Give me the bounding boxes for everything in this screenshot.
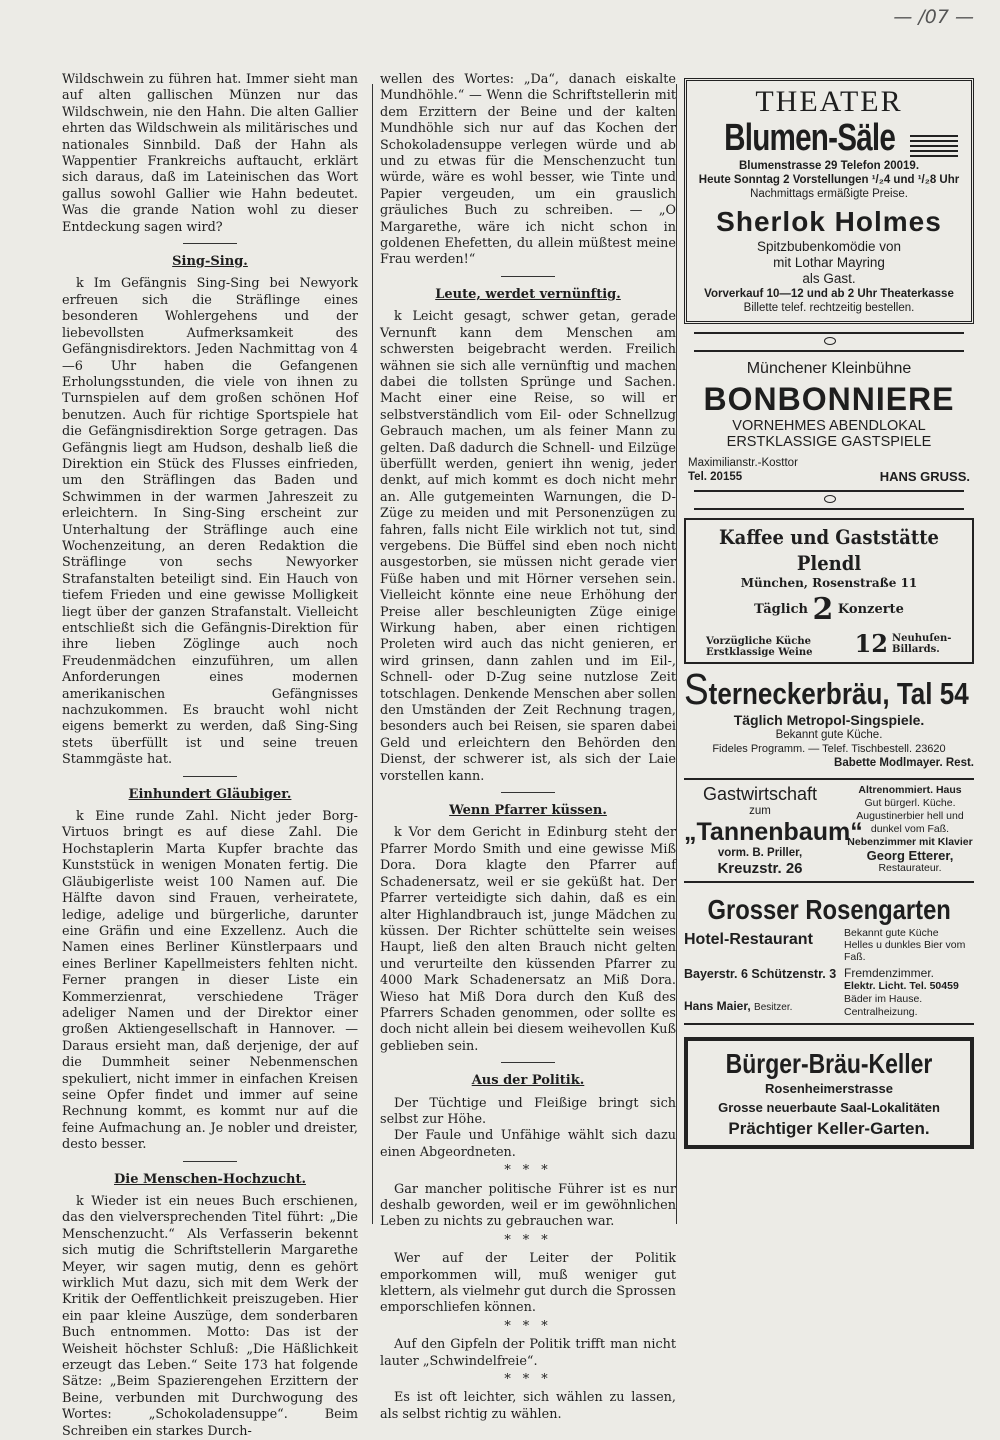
ad-name: Blumen-Säle [724, 117, 896, 159]
paragraph: Wildschwein zu führen hat. Immer sieht man auf alten gallischen Münzen nur das Wildschwein, nie den Hahn. Die alten Gallier ehrten das Wildschwein als militärisches und nationales Sinnbild. Daß der Hahn als Wappentier Frankreichs auftaucht, erklärt sich daraus, daß im Lateinischen das Wort gallus sowohl Gallier wie Hahn bedeutet. Was die grande Nation wohl zu dieser Entdeckung sagen wird? [62, 72, 358, 235]
ad-street: Kreuzstr. 26 [717, 860, 803, 877]
ad-guest: als Gast. [802, 271, 856, 286]
ad-line: ERSTKLASSIGE GASTSPIELE [726, 434, 932, 450]
ad-detail: Elektr. Licht. Tel. 50459 [844, 980, 959, 992]
divider [183, 1161, 237, 1162]
ad-phone: Tel. 20155 [688, 471, 743, 483]
ad-detail: Augustinerbier hell und dunkel vom Faß. [856, 810, 964, 835]
ornament-border [694, 490, 964, 510]
ad-genre: Spitzbubenkomödie von [756, 239, 902, 254]
column-rule [676, 84, 677, 1224]
ad-address: Bayerstr. 6 Schützenstr. 3 [684, 967, 837, 981]
ad-address: Blumenstrasse 29 Telefon 20019. [738, 160, 920, 172]
ad-wines: Erstklassige Weine [706, 647, 813, 658]
ad-buerger-braeu-keller [684, 1037, 974, 1149]
ad-name: Grosser Rosengarten [707, 894, 951, 925]
asterism: * * * [504, 1232, 552, 1248]
aphorism: Der Faule und Unfähige wählt sich dazu einen Abgeordneten. [380, 1128, 676, 1160]
decor-lines [910, 135, 958, 157]
ad-play-title: Sherlok Holmes [716, 206, 942, 237]
column-left [62, 72, 358, 1440]
ad-rosengarten [684, 891, 974, 1025]
headline-pfarrer: Wenn Pfarrer küssen. [449, 803, 607, 819]
headline-glaeubiger: Einhundert Gläubiger. [128, 786, 292, 802]
ad-billiard-label: Neuhuſen-Billards. [892, 632, 952, 655]
ad-line: Täglich Metropol-Singspiele. [733, 712, 925, 728]
ad-billiard-count: 12 [854, 629, 888, 658]
ad-tickets: Billette telef. rechtzeitig bestellen. [743, 302, 915, 314]
ad-proprietor: Georg Etterer, [866, 848, 954, 863]
ad-street: Tal 54 [896, 676, 969, 711]
ad-street: Rosenheimerstrasse [765, 1081, 893, 1096]
ad-owner: HANS GRUSS. [879, 469, 970, 484]
ad-schedule: Heute Sonntag 2 Vorstellungen ¹/₂4 und ¹/₂8 Uhr [698, 174, 960, 186]
aphorism: Auf den Gipfeln der Politik trifft man nicht lauter „Schwindelfreie“. [380, 1337, 676, 1369]
ad-kitchen: Vorzügliche Küche [706, 636, 811, 647]
ad-address: Maximilianstr.-Kosttor [688, 457, 798, 469]
aphorism: Gar mancher politische Führer ist es nur deshalb geworden, weil er im gewöhnlichen Leben zu nichts zu gebrauchen war. [380, 1181, 676, 1230]
divider [183, 776, 237, 777]
ad-detail: Altrenommiert. Haus [858, 784, 962, 796]
ad-detail: Nebenzimmer mit Klavier [847, 836, 973, 848]
headline-leute: Leute, werdet vernünftig. [435, 286, 621, 302]
paragraph: k Leicht gesagt, schwer getan, gerade Vernunft kann dem Menschen am schwersten beigebracht werden. Freilich wähnen sie sich alle vernünftig und machen dabei die tollsten Sprünge und Sachen. Macht einer eine Reise, so will er selbstverständlich vom Eil- oder Schnellzug Gebrauch machen, um als feiner Mann zu gelten. Daß dadurch die Schnell- und Eilzüge überfüllt werden, geniert ihn wenig, jeder denkt, auf mich kommt es doch nicht mehr an. Alle gutgemeinten Warnungen, die D-Züge zu meiden und mit Personenzügen zu fahren, falls nicht Eile wirklich not tut, sind vergebens. Die Büffel sind eben noch nicht ausgestorben, sie müssen nicht gerade vier Füße haben und mit Hörner versehen sein. Vielleicht könnte eine neue Erhöhung der Preise aller beschleunigten Züge einige Wirkung haben, aber einen richtigen Proleten wird auch das nicht genieren, er wird grinsen, dann zahlen und im Eil-, Schnell- oder D-Zug seine nutzlose Zeit totschlagen. Denkende Menschen aber sollen den Umständen der Zeit Rechnung tragen, besonders auch bei Reisen, sie sparen dabei Geld und erleichtern den Behörden den Dienst, der schwerer ist, als sich der Laie vorstellen kann. [380, 309, 676, 784]
ad-bonbonniere [684, 332, 974, 510]
headline-sing-sing: Sing-Sing. [172, 254, 248, 270]
ad-prices: Nachmittags ermäßigte Preise. [750, 188, 908, 200]
ad-line: Bekannt gute Küche. [775, 729, 883, 741]
ad-detail: Bekannt gute Küche [844, 927, 939, 939]
ad-theater-blumen-saele [684, 78, 974, 324]
aphorism: Der Tüchtige und Fleißige bringt sich selbst zur Höhe. [380, 1095, 676, 1127]
ad-concert-count: 2 [812, 592, 834, 627]
ad-owner-title: Besitzer. [754, 1002, 793, 1013]
headline-menschen-hochzucht: Die Menschen-Hochzucht. [114, 1171, 306, 1187]
ad-zum: zum [749, 805, 771, 817]
column-rule [372, 84, 373, 1224]
ornament-border [694, 332, 964, 352]
ad-name: „Tannenbaum“ [684, 818, 863, 846]
asterism: * * * [504, 1318, 552, 1334]
ad-detail: Restaurateur. [878, 862, 942, 874]
ad-tannenbaum [684, 778, 974, 883]
ad-line: Grosse neuerbaute Saal-Lokalitäten [718, 1100, 940, 1115]
ad-detail: Helles u dunkles Bier vom Faß. [844, 939, 966, 963]
ad-detail: Gut bürgerl. Küche. [864, 797, 956, 809]
paragraph: k Im Gefängnis Sing-Sing bei Newyork erfreuen sich die Sträflinge eines besonderen Wohlergehens und der liebevollsten Aufmerksamkeit des Gefängnisdirektors. Jeden Nachmittag von 4—6 Uhr haben die Gefangenen Erholungsstunden, die viele von ihnen zu Turnspielen auf dem großen schönen Hof benutzen. Auch für richtige Sportspiele hat die Gefängnisdirektion Sorge getragen. Das Gefängnis liegt am Hudson, deshalb ließ die Direktion ein Stück des Flusses einfrieden, um den Sträflingen das Baden und Schwimmen in der warmen Jahreszeit zu erleichtern. In Sing-Sing erscheint zur Unterhaltung der Sträflinge auch eine Wochenzeitung, an deren Redaktion die Sträflinge von sechs Newyorker Strafanstalten beteiligt sind. Ein Hauch von tiefem Frieden und eine gewisse Molligkeit liegt über der ganzen Strafanstalt. Vielleicht entschließt sich die Gefängnis-Direktion für ihre lieben Zöglinge auch noch Freudenmädchen einzuführen, um allen Anforderungen eines modernen amerikanischen Gefängnisses nachzukommen. Es braucht wohl nicht eigens bemerkt zu werden, daß Sing-Sing stets überfüllt ist und seine treuen Stammgäste hat. [62, 276, 358, 768]
ad-name: Bürger-Bräu-Keller [725, 1048, 933, 1079]
divider [501, 792, 555, 793]
ad-owner: vorm. B. Priller, [717, 847, 803, 859]
column-middle [380, 72, 676, 1423]
divider [501, 1062, 555, 1063]
ad-line: Fideles Programm. — Telef. Tischbestell. 23620 [712, 743, 946, 755]
divider [183, 243, 237, 244]
ad-daily-label: Täglich [754, 602, 808, 617]
headline-politik: Aus der Politik. [471, 1073, 585, 1089]
ad-name: terneckerbräu, [708, 676, 890, 711]
ad-title: THEATER [755, 85, 903, 118]
ad-concert-label: Konzerte [837, 602, 904, 617]
paragraph: wellen des Wortes: „Da“, danach eiskalte Mundhöhle.“ — Wenn die Schriftstellerin mit dem Erzittern der Beine und der kalten Mundhöhle sich nur auf das Kochen der Schokoladensuppe verlegen würde und ab und zu etwas für die Menschenzucht tun würde, wäre es wohl besser, wie Tinte und Papier vergeuden, um ein grauslich gräuliches Buch zu schreiben. — „O Margarethe, wäre ich nicht schon in goldenen Ehefetten, du allein müßtest meine Frau werden!“ [380, 72, 676, 268]
ad-type: Hotel-Restaurant [684, 931, 813, 948]
ad-line: VORNEHMES ABENDLOKAL [732, 418, 926, 434]
paragraph: k Vor dem Gericht in Edinburg steht der Pfarrer Mordo Smith und eine gewisse Miß Dora. Dora klagte den Pfarrer auf Schadenersatz, weil er sie geküßt hat. Der Pfarrer verteidigte sich dahin, daß es ein alter Highlandbrauch ist, junge Mädchen zu küssen. Der Richter schüttelte sein weises Haupt, ließ den alten Brauch nicht gelten und verurteilte den küssenden Pfarrer zu 4000 Mark Schadenersatz an Miß Dora. Wieso hat Miß Dora durch den Kuß des Pfarrers Schaden genommen, oder sollte es doch nicht allein bei diesem weihevollen Kuß geblieben sein. [380, 825, 676, 1054]
ad-actor: mit Lothar Mayring [773, 255, 885, 270]
aphorism: Wer auf der Leiter der Politik emporkommen will, muß weniger gut klettern, als vielmehr gut durch die Sprossen emporschliefen können. [380, 1251, 676, 1316]
ads-column [684, 78, 974, 1157]
paragraph: k Eine runde Zahl. Nicht jeder Borg-Virtuos bringt es auf diese Zahl. Die Hochstaplerin Marta Kupfer brachte das Kunststück in wenigen Monaten fertig. Die Gläubigerliste weist 100 Namen auf. Die Hälfte davon sind Frauen, verheiratete, ledige, adelige und bürgerliche, darunter eine Gräfin und eine Exzellenz. Auch die Namen eines Berliner Künstlerpaars und eines Berliner Kapellmeisters fehlten nicht. Ferner prangen in dieser Liste ein Kommerzienrat, verschiedene Träger adeliger Namen und der Direktor einer großen Aktiengesellschaft in Hannover. — Daraus ersieht man, daß derjenige, der auf die Dummheit seiner Nebenmenschen spekuliert, nicht immer in einfachen Kreisen seine Opfer findet und immer auf seine Rechnung kommt, es kommt nur auf die feine Aufmachung an. Je nobler und dreister, desto besser. [62, 809, 358, 1153]
pencil-annotation: — /07 — [893, 6, 974, 28]
ad-detail: Fremdenzimmer. [844, 966, 935, 980]
asterism: * * * [504, 1372, 552, 1388]
ad-plendl [684, 518, 974, 664]
ad-name: Kaffee und Gaststätte Plendl [719, 525, 939, 575]
ad-initial: S [684, 665, 709, 714]
asterism: * * * [504, 1163, 552, 1179]
ad-owner: Babette Modlmayer. Rest. [834, 757, 974, 769]
ad-subtitle: Münchener Kleinbühne [746, 360, 912, 377]
ad-prefix: Gastwirtschaft [702, 784, 818, 804]
ad-detail: Centralheizung. [844, 1006, 918, 1018]
ad-detail: Bäder im Hause. [844, 993, 923, 1005]
ad-owner: Hans Maier, [684, 999, 751, 1013]
ad-line: Prächtiger Keller-Garten. [728, 1119, 930, 1138]
paragraph: k Wieder ist ein neues Buch erschienen, das den vielversprechenden Titel führt: „Die Menschenzucht.“ Als Verfasserin bekennt sich mutig die Schriftstellerin Margarethe Meyer, wir sagen mutig, denn es gehört wirklich Mut dazu, sich mit dem Werk der Kritik der Oeffentlichkeit preiszugeben. Hier ein paar kleine Auszüge, dem sonderbaren Buch entnommen. Motto: Das ist der Weisheit höchster Schluß: „Die Häßlichkeit erzeugt das Leben.“ Seite 173 hat folgende Sätze: „Beim Spazierengehen Erzittern der Beine, verbunden mit Durchwogung des Wortes: „Schokoladensuppe“. Beim Schreiben ein starkes Durch- [62, 1194, 358, 1439]
ad-name: BONBONNIERE [703, 381, 955, 417]
ad-sterneckerbraeu [684, 665, 974, 770]
ad-presale: Vorverkauf 10—12 und ab 2 Uhr Theaterkasse [704, 288, 954, 300]
aphorism: Es ist oft leichter, sich wählen zu lassen, als selbst richtig zu wählen. [380, 1390, 676, 1422]
divider [501, 276, 555, 277]
ad-address: München, Rosenstraße 11 [740, 576, 918, 590]
